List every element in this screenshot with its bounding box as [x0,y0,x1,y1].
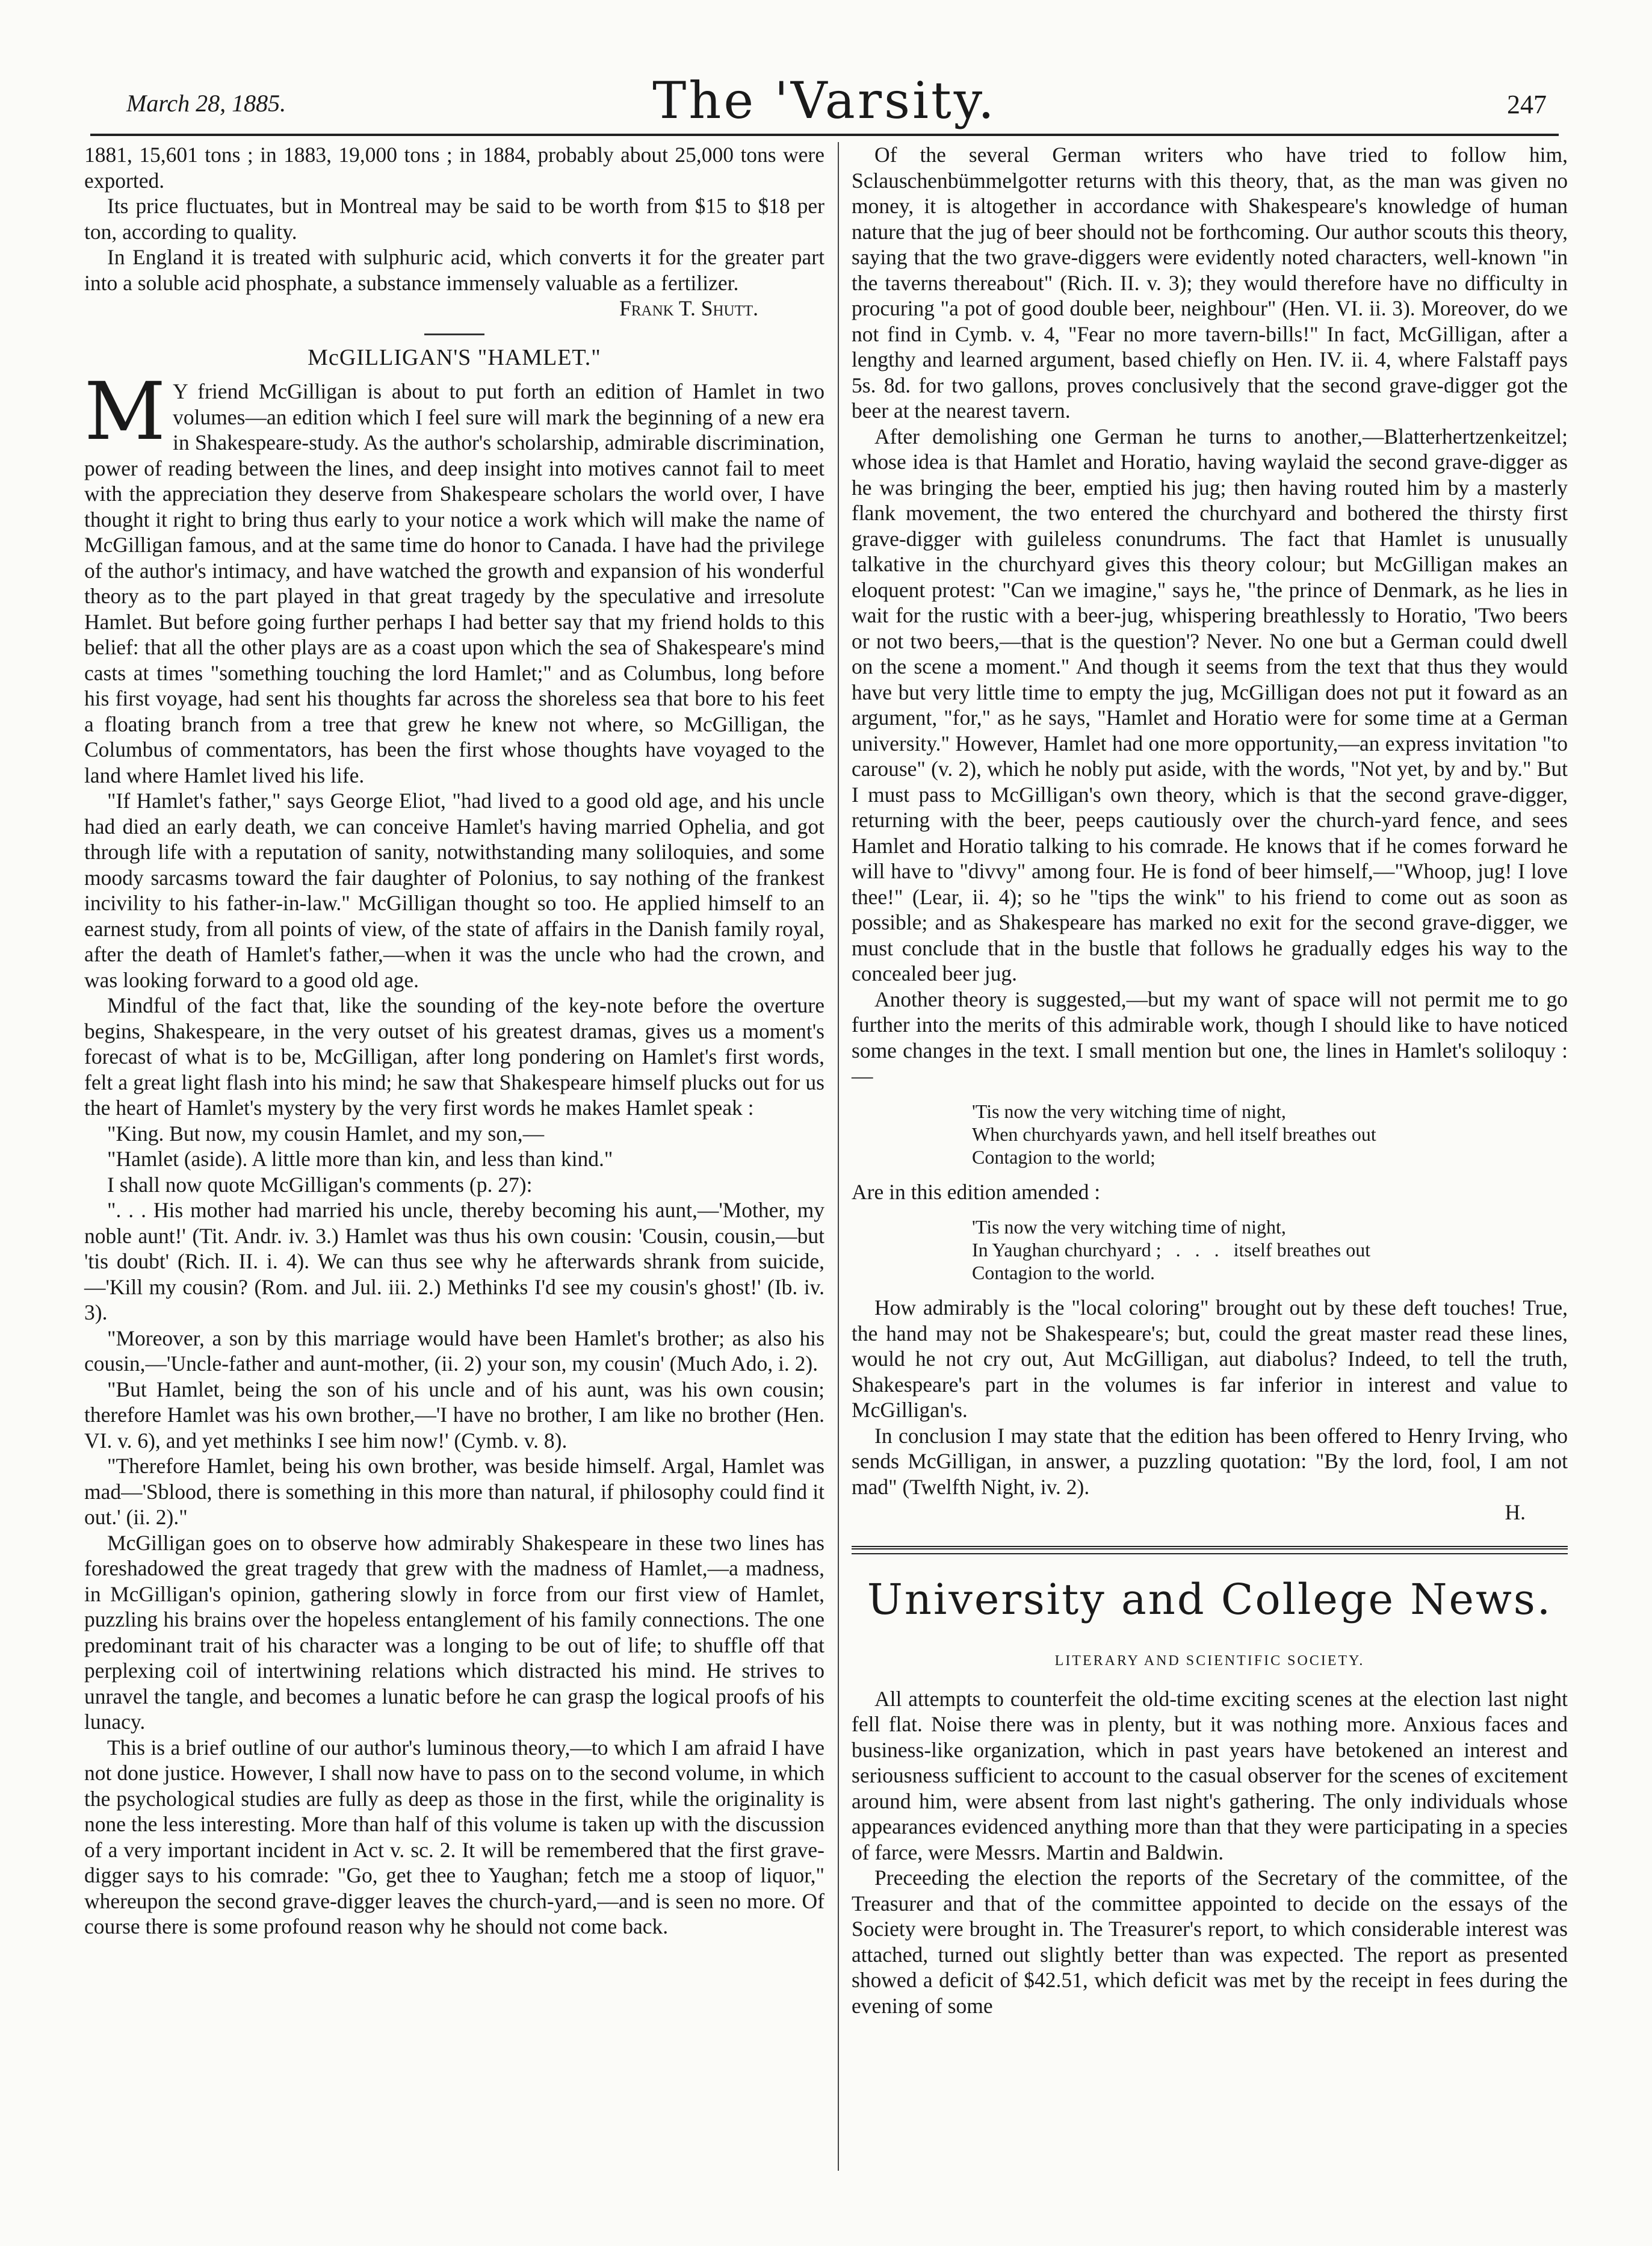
paragraph: Mindful of the fact that, like the sounding of the key-note before the overture begins, Shakespeare, in the very outset of his greatest dramas, gives us a moment's forecast of what is to be, McGilligan, after long pondering on Hamlet's first words, felt a great light flash into his mind; he saw that Shakespeare himself plucks out for us the heart of Hamlet's mystery by the very first words he makes Hamlet speak : [84,993,824,1120]
publication-title: The 'Varsity. [652,71,997,130]
paragraph: ". . . His mother had married his uncle, thereby becoming his aunt,—'Mother, my noble aunt!' (Tit. Andr. iv. 3.) Hamlet was thus his own cousin: 'Cousin, cousin,—but 'tis doubt' (Rich. II. i. 4). We can thus see why he afterwards shrank from suicide,—'Kill my cousin? (Rom. and Jul. iii. 2.) Methinks I'd see my cousin's ghost!' (Ib. iv. 3). [84,1198,824,1324]
verse-quote-original [972,1100,1568,1168]
paragraph: 1881, 15,601 tons ; in 1883, 19,000 tons ; in 1884, probably about 25,000 tons were exported. [84,143,824,193]
paragraph-text: Y friend McGilligan is about to put forth an edition of Hamlet in two volumes—an edition which I feel sure will mark the beginning of a new era in Shakespeare-study. As the author's scholarship, admirable discrimination, power of reading between the lines, and deep insight into motives cannot fail to meet with the appreciation they deserve from Shakespeare scholars the world over, I have thought it right to bring thus early to your notice a work which will make the name of McGilligan famous, and at the same time do honor to Canada. I have had the privilege of the author's intimacy, and have watched the growth and expansion of his wonderful theory as to the part played in that great tragedy by the speculative and irresolute Hamlet. But before going further perhaps I had better say that my friend holds to this belief: that all the other plays are as a coast upon which the sea of Shakespeare's mind casts at times "something touching the lord Hamlet;" and as Columbus, long before his first voyage, had sent his thoughts far across the shoreless sea that bore to his feet a floating branch from a tree that grew he knew not where, so McGilligan, the Columbus of commentators, has been the first whose thoughts have voyaged to the land where Hamlet lived his life. [84,379,824,787]
paragraph: After demolishing one German he turns to another,—Blatterhertzenkeitzel; whose idea is that Hamlet and Horatio, having waylaid the second grave-digger as he was bringing the beer, emptied his jug; then having routed him by a masterly flank movement, the two entered the churchyard and bothered the thirsty first grave-digger with guileless conundrums. The fact that Hamlet is unusually talkative in the churchyard gives this theory colour; but McGilligan makes an eloquent protest: "Can we imagine," says he, "the prince of Denmark, as he lies in wait for the rustic with a beer-jug, whispering breathlessly to Horatio, 'Two beers or not two beers,—that is the question'? Never. No one but a German could dwell on the scene a moment." And though it seems from the text that thus they would have but very little time to empty the jug, McGilligan does not put it foward as an argument, "for," as he says, "Hamlet and Horatio were for some time at a German university." However, Hamlet had one more opportunity,—an express invitation "to carouse" (v. 2), which he nobly put aside, with the words, "Not yet, by and by." But I must pass to McGilligan's own theory, which is that the second grave-digger, returning with the beer, peeps cautiously over the church-yard fence, and sees Hamlet and Horatio talking to his comrade. He knows that if he comes forward he will have to "divvy" among four. He is fond of beer himself,—"Whoop, jug! I love thee!" (Lear, ii. 4); so he "tips the wink" to his friend to come out as soon as possible; and as Shakespeare has marked no exit for the second grave-digger, we must conclude that in the bustle that follows he gradually edges his way to the concealed beer jug. [852,424,1568,985]
verse-line: 'Tis now the very witching time of night, [972,1100,1286,1122]
author-signature: H. [1505,1500,1526,1524]
masthead-rule [90,134,1559,136]
paragraph: This is a brief outline of our author's luminous theory,—to which I am afraid I have not done justice. However, I shall now have to pass on to the second volume, in which the psychological studies are fully as deep as those in the first, while the originality is none the less interesting. More than half of this volume is taken up with the discussion of a very important incident in Act v. sc. 2. It will be remembered that the first grave-digger says to his comrade: "Go, get thee to Yaughan; fetch me a stoop of liquor," whereupon the second grave-digger leaves the church-yard,—and is seen no more. Of course there is some profound reason why he should not come back. [84,1735,824,1938]
paragraph: Of the several German writers who have tried to follow him, Sclauschenbümmelgotter returns with this theory, that, as the man was given no money, it is altogether in accordance with Shakespeare's knowledge of human nature that the jug of beer should not be forthcoming. Our author scouts this theory, saying that the two grave-diggers were evidently noted characters, well-known "in the taverns thereabout" (Rich. II. v. 3); they would therefore have no difficulty in procuring "a pot of good double beer, neighbour" (Hen. VI. ii. 3). Moreover, do we not find in Cymb. v. 4, "Fear no more tavern-bills!" In fact, McGilligan, after a lengthy and learned argument, based chiefly on Hen. IV. ii. 4, where Falstaff pays 5s. 8d. for two gallons, proves conclusively that the second grave-digger got the beer at the nearest tavern. [852,143,1568,423]
masthead [90,71,1559,131]
verse-line: Contagion to the world; [972,1146,1155,1168]
verse-line: Contagion to the world. [972,1262,1155,1283]
section-rule [852,1546,1568,1554]
quote-line: "Hamlet (aside). A little more than kin, and less than kind." [107,1147,613,1171]
paragraph: Its price fluctuates, but in Montreal may be said to be worth from $15 to $18 per ton, according to quality. [84,194,824,244]
column-divider [838,142,839,2171]
paragraph: All attempts to counterfeit the old-time exciting scenes at the election last night fell flat. Noise there was in plenty, but it was nothing more. Anxious faces and business-like organization, which in past years have betokened an interest and seriousness sufficient to account to the casual observer for the scenes of excitement around him, were absent from last night's gathering. The only individuals whose appearances evidenced anything more than that they were participating in a species of farce, were Messrs. Martin and Baldwin. [852,1686,1568,1864]
paragraph: "Therefore Hamlet, being his own brother, was beside himself. Argal, Hamlet was mad—'Sblood, there is something in this more than natural, if philosophy could find it out.' (ii. 2)." [84,1454,824,1529]
paragraph: "But Hamlet, being the son of his uncle and of his aunt, was his own cousin; therefore Hamlet was his own brother,—'I have no brother, I am like no brother (Hen. VI. v. 6), and yet methinks I see him now!' (Cymb. v. 8). [84,1377,824,1453]
paragraph: McGilligan goes on to observe how admirably Shakespeare in these two lines has foreshadowed the great tragedy that grew with the madness of Hamlet,—a madness, in McGilligan's opinion, gathering slowly in force from our first view of Hamlet, puzzling his brains over the hopeless entanglement of his family connections. The one predominant trait of his character was a longing to be out of life; to shuffle off that perplexing coil of intertwining relations which distracted his mind. He strives to unravel the tangle, and becomes a lunatic before he can grasp the logical proofs of his lunacy. [84,1530,824,1734]
verse-line: In Yaughan churchyard ; . . . itself breathes out [972,1239,1371,1261]
paragraph: In England it is treated with sulphuric acid, which converts it for the greater part into a soluble acid phosphate, a substance immensely valuable as a fertilizer. [84,245,824,295]
page-number: 247 [1507,90,1547,119]
quote-line: "King. But now, my cousin Hamlet, and my son,— [107,1121,545,1146]
amended-label: Are in this edition amended : [852,1179,1101,1204]
article-title: McGILLIGAN'S "HAMLET." [308,344,601,370]
left-column [84,142,824,1940]
verse-line: 'Tis now the very witching time of night, [972,1216,1286,1238]
paragraph: Preceeding the election the reports of the Secretary of the committee, of the Treasurer and that of the committee appointed to decide on the essays of the Society were brought in. The Treasurer's report, to which considerable interest was attached, turned out slightly better than was expected. The report as presented showed a deficit of $42.51, which deficit was met by the receipt in fees during the evening of some [852,1866,1568,2018]
sub-heading: LITERARY AND SCIENTIFIC SOCIETY. [1054,1653,1365,1669]
verse-quote-amended [972,1215,1568,1284]
section-heading: University and College News. [867,1574,1553,1624]
paragraph [84,365,824,788]
short-rule [424,333,484,335]
verse-line: When churchyards yawn, and hell itself breathes out [972,1123,1376,1145]
paragraph: Another theory is suggested,—but my want of space will not permit me to go further into the merits of this admirable work, though I should like to have noticed some changes in the text. I small mention but one, the lines in Hamlet's soliloquy :— [852,987,1568,1088]
paragraph: In conclusion I may state that the edition has been offered to Henry Irving, who sends McGilligan, in answer, a puzzling quotation: "By the lord, fool, I am not mad" (Twelfth Night, iv. 2). [852,1423,1568,1499]
drop-cap: M [84,365,166,458]
paragraph: How admirably is the "local coloring" brought out by these deft touches! True, the hand may not be Shakespeare's; but, could the great master read these lines, would he not cry out, Aut McGilligan, aut diabolus? Indeed, to tell the truth, Shakespeare's part in the volumes is far inferior in interest and value to McGilligan's. [852,1295,1568,1422]
paragraph: I shall now quote McGilligan's comments (p. 27): [107,1172,533,1197]
issue-date: March 28, 1885. [126,90,286,117]
right-column [852,142,1568,2018]
paragraph: "If Hamlet's father," says George Eliot, "had lived to a good old age, and his uncle had died an early death, we can conceive Hamlet's having married Ophelia, and got through life with a reputation of sanity, notwithstanding many soliloquies, and some moody sarcasms toward the fair daughter of Polonius, to say nothing of the frankest incivility to his father-in-law." McGilligan thought so too. He applied himself to an earnest study, from all points of view, of the state of affairs in the Danish family royal, after the death of Hamlet's father,—when it was the uncle who had the crown, and was looking forward to a good old age. [84,789,824,992]
paragraph: "Moreover, a son by this marriage would have been Hamlet's brother; as also his cousin,—'Uncle-father and aunt-mother, (ii. 2) your son, my cousin' (Much Ado, i. 2). [84,1326,824,1376]
author-signature: Frank T. Shutt. [619,296,758,320]
